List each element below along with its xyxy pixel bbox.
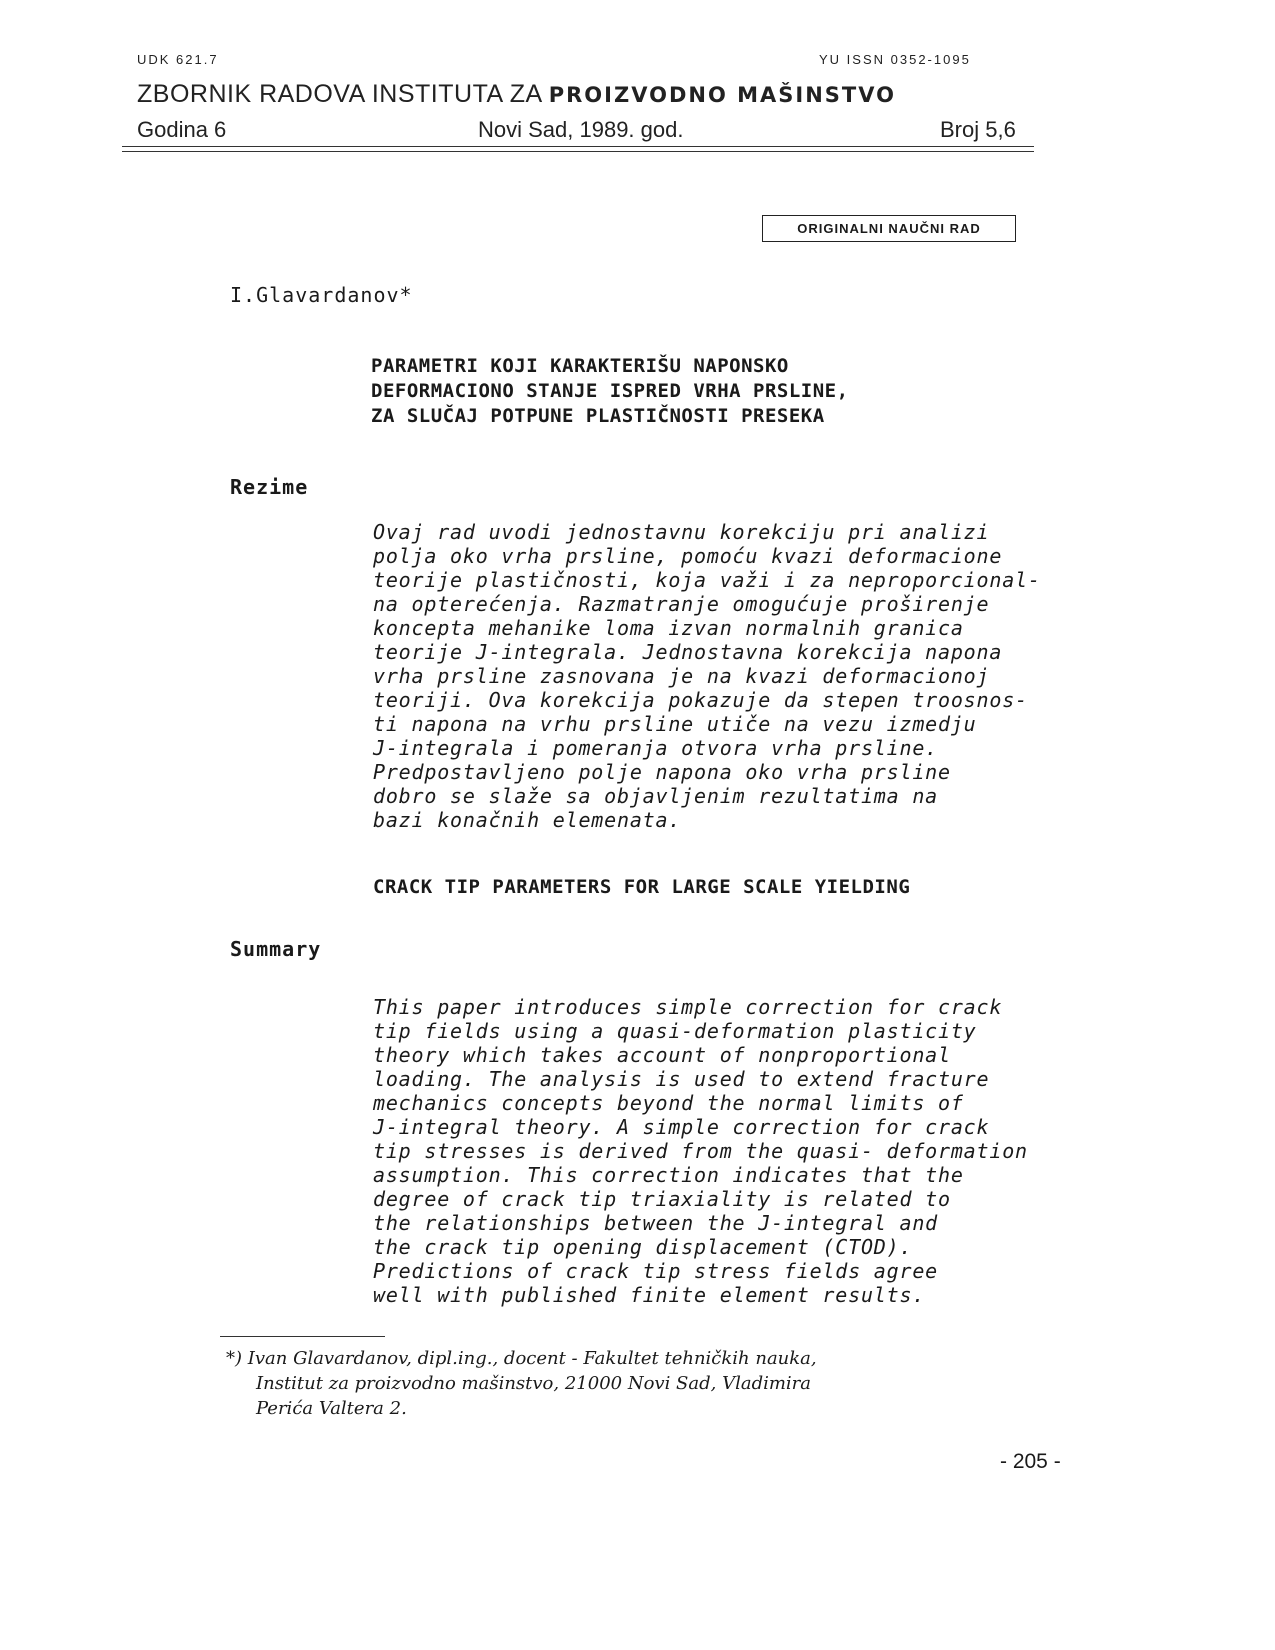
text-line: well with published finite element results. <box>373 1283 926 1307</box>
rezime-text <box>373 520 1041 832</box>
text-line: bazi konačnih elemenata. <box>373 808 682 832</box>
text-line: J-integral theory. A simple correction for crack <box>373 1115 990 1139</box>
text-line: J-integrala i pomeranja otvora vrha prsline. <box>373 736 939 760</box>
title-line: ZA SLUČAJ POTPUNE PLASTIČNOSTI PRESEKA <box>371 405 825 427</box>
journal-title-plain: ZBORNIK RADOVA INSTITUTA ZA <box>137 80 549 108</box>
footnote-line: Perića Valtera 2. <box>256 1398 407 1419</box>
text-line: teorije J-integrala. Jednostavna korekcija napona <box>373 640 1003 664</box>
author: I.Glavardanov* <box>230 283 413 307</box>
text-line: tip stresses is derived from the quasi- deformation <box>373 1139 1028 1163</box>
rezime-heading: Rezime <box>230 475 309 499</box>
journal-issue: Broj 5,6 <box>940 117 1016 142</box>
text-line: degree of crack tip triaxiality is related to <box>373 1187 951 1211</box>
header-rule-bottom <box>122 151 1034 152</box>
title-serbian <box>371 354 849 429</box>
text-line: teorije plastičnosti, koja važi i za neproporcional- <box>373 568 1041 592</box>
text-line: vrha prsline zasnovana je na kvazi deformacionoj <box>373 664 990 688</box>
text-line: tip fields using a quasi-deformation plasticity <box>373 1019 977 1043</box>
text-line: dobro se slaže sa objavljenim rezultatima na <box>373 784 939 808</box>
issn-code: YU ISSN 0352-1095 <box>819 52 971 67</box>
text-line: teoriji. Ova korekcija pokazuje da stepen troosnos- <box>373 688 1028 712</box>
text-line: polja oko vrha prsline, pomoću kvazi deformacione <box>373 544 1003 568</box>
text-line: Ovaj rad uvodi jednostavnu korekciju pri analizi <box>373 520 990 544</box>
page-number: - 205 - <box>1000 1450 1061 1473</box>
title-line: PARAMETRI KOJI KARAKTERIŠU NAPONSKO <box>371 355 789 377</box>
journal-place-date: Novi Sad, 1989. god. <box>478 117 684 142</box>
text-line: na opterećenja. Razmatranje omogućuje proširenje <box>373 592 990 616</box>
footnote-line: *) Ivan Glavardanov, dipl.ing., docent - Fakultet tehničkih nauka, <box>226 1348 817 1369</box>
text-line: assumption. This correction indicates that the <box>373 1163 964 1187</box>
summary-heading: Summary <box>230 937 322 961</box>
footnote <box>226 1346 817 1421</box>
text-line: koncepta mehanike loma izvan normalnih granica <box>373 616 964 640</box>
text-line: mechanics concepts beyond the normal limits of <box>373 1091 964 1115</box>
udk-code: UDK 621.7 <box>137 52 219 67</box>
paper-type-badge: ORIGINALNI NAUČNI RAD <box>762 215 1016 242</box>
title-english: CRACK TIP PARAMETERS FOR LARGE SCALE YIELDING <box>373 876 911 898</box>
text-line: the crack tip opening displacement (CTOD). <box>373 1235 913 1259</box>
summary-text <box>373 995 1028 1307</box>
footnote-rule <box>220 1336 385 1337</box>
text-line: Predictions of crack tip stress fields agree <box>373 1259 939 1283</box>
journal-title <box>137 80 896 109</box>
journal-title-bold: PROIZVODNO MAŠINSTVO <box>548 83 896 107</box>
title-line: DEFORMACIONO STANJE ISPRED VRHA PRSLINE, <box>371 380 849 402</box>
journal-year: Godina 6 <box>137 117 227 142</box>
text-line: This paper introduces simple correction for crack <box>373 995 1003 1019</box>
text-line: the relationships between the J-integral and <box>373 1211 939 1235</box>
text-line: ti napona na vrhu prsline utiče na vezu izmedju <box>373 712 977 736</box>
footnote-line: Institut za proizvodno mašinstvo, 21000 Novi Sad, Vladimira <box>256 1373 812 1394</box>
text-line: loading. The analysis is used to extend fracture <box>373 1067 990 1091</box>
text-line: theory which takes account of nonproportional <box>373 1043 951 1067</box>
text-line: Predpostavljeno polje napona oko vrha prsline <box>373 760 951 784</box>
header-rule-top <box>122 146 1034 147</box>
